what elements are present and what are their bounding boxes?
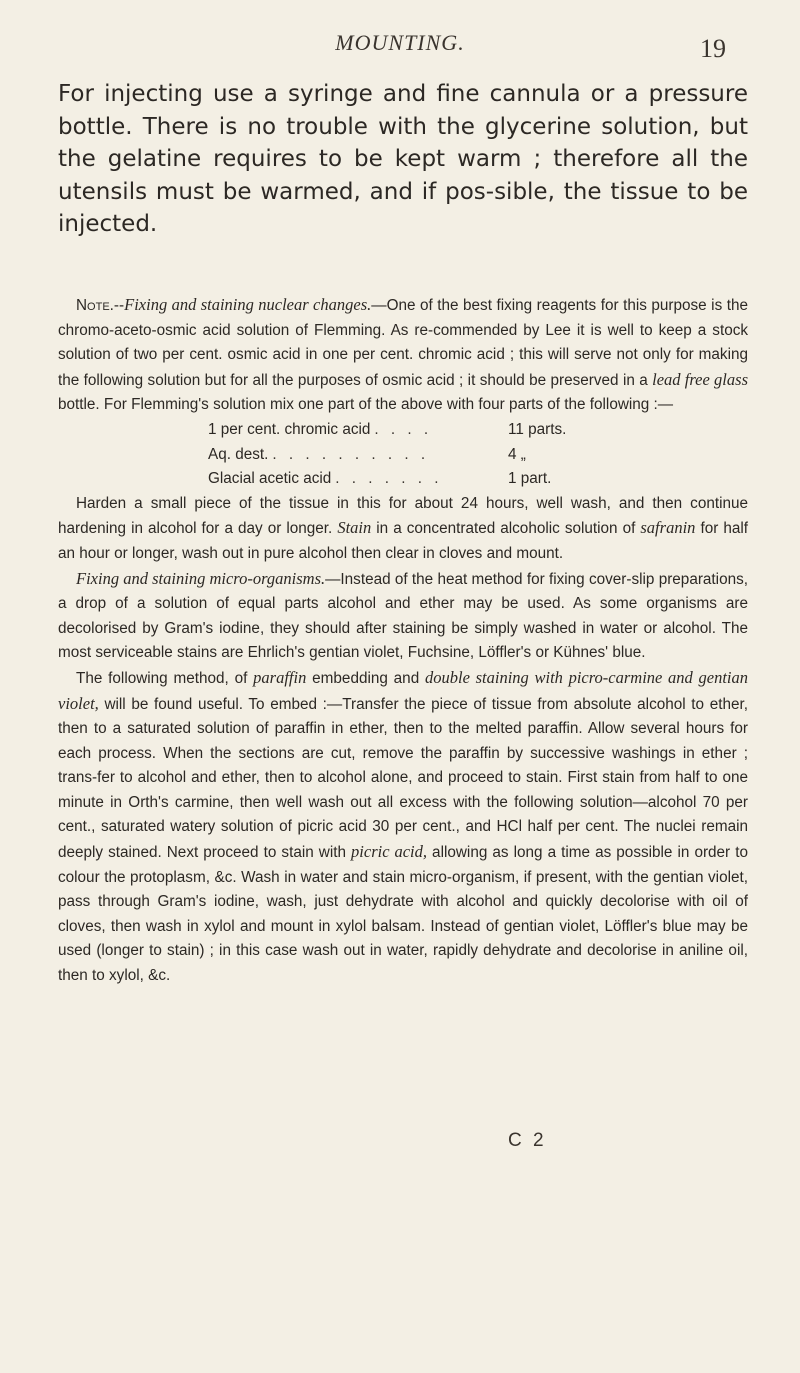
harden-text-3: for half an hour or longer, wash out in pure alcohol then clear in cloves and mount.	[58, 520, 749, 562]
recipe-quantity: 11 parts.	[508, 420, 567, 438]
recipe-leader-dots: . . . . . . .	[335, 470, 443, 488]
harden-italic-stain: Stain	[337, 518, 372, 538]
recipe-leader-dots: . . . .	[374, 420, 433, 438]
paraffin-italic-paraffin: paraffin	[253, 667, 307, 687]
note-body	[58, 293, 748, 989]
flemming-recipe	[208, 418, 568, 492]
recipe-quantity: 4 „	[508, 445, 526, 463]
paraffin-text-2: embedding and	[306, 669, 426, 687]
micro-text: —Instead of the heat method for fixing cover-slip preparations, a drop of a solution of equal parts alcohol and ether may be used. As some organisms are decolorised by Gram's iodine, they should after staining be simply washed in water or alcohol. The most serviceable stains are Ehrlich's gentian violet, Fuchsine, Löffler's or Kühnes' blue.	[58, 570, 748, 662]
harden-paragraph	[58, 492, 748, 567]
micro-heading: Fixing and staining micro-organisms.	[76, 568, 326, 588]
recipe-quantity: 1 part.	[508, 470, 552, 488]
recipe-item: Aq. dest.	[208, 445, 269, 463]
lead-paragraph: For injecting use a syringe and fine cannula or a pressure bottle. There is no trouble with the glycerine solution, but the gelatine requires to be kept warm ; therefore all the utensils must be warmed, and if pos-sible, the tissue to be injected.	[58, 81, 748, 237]
paraffin-italic-picric-acid: picric acid,	[351, 842, 427, 862]
harden-text-2: in a concentrated alcoholic solution of	[371, 520, 641, 538]
recipe-item: Glacial acetic acid	[208, 470, 332, 488]
recipe-row	[208, 467, 568, 492]
micro-organisms-paragraph	[58, 567, 748, 666]
note-text-1: —One of the best fixing reagents for this purpose is the chromo-aceto-osmic acid solution of Flemming. As re-commended by Lee it is well to keep a stock solution of two per cent. osmic acid in one per cent. chromic acid ; this will serve not only for making the following solution but for all the purposes of osmic acid ; it should be preserved in a	[58, 297, 748, 389]
note-text-2: bottle. For Flemming's solution mix one part of the above with four parts of the following :—	[58, 396, 674, 414]
paraffin-paragraph	[58, 666, 748, 989]
recipe-leader-dots: . . . . . . . . . .	[272, 445, 430, 463]
paraffin-italic-double-staining: double staining with picro-carmine and gentian violet,	[58, 667, 748, 713]
paraffin-text-3: will be found useful. To embed :—Transfer the piece of tissue from absolute alcohol to ether, then to a saturated solution of paraffin in ether, then to the melted paraffin. Allow several hours for each process. When the sections are cut, remove the paraffin by successive washings in ether ; trans-fer to alcohol and ether, then to alcohol alone, and proceed to stain. First stain from half to one minute in Orth's carmine, then well wash out all excess with the following solution—alcohol 70 per cent., saturated watery solution of picric acid 30 per cent., and HCl half per cent. The nuclei remain deeply stained. Next proceed to stain with	[58, 695, 748, 862]
recipe-item: 1 per cent. chromic acid	[208, 420, 371, 438]
note-label: Note.	[76, 297, 114, 314]
paraffin-text-1: The following method, of	[76, 669, 254, 687]
note-italic-lead-free-glass: lead free glass	[652, 369, 748, 389]
page-number: 19	[700, 34, 726, 63]
harden-text-1: Harden a small piece of the tissue in this for about 24 hours, well wash, and then continue hardening in alcohol for a day or longer.	[58, 494, 748, 538]
paraffin-text-4: allowing as long a time as possible in order to colour the protoplasm, &c. Wash in water and stain micro-organism, if present, with the gentian violet, pass through Gram's iodine, wash, just dehydrate with alcohol and quickly decolorise with oil of cloves, then wash in xylol and mount in xylol balsam. Instead of gentian violet, Löffler's blue may be used (longer to stain) ; in this case wash out in water, rapidly dehydrate and decolorise in aniline oil, then to xylol, &c.	[58, 844, 748, 985]
note-paragraph	[58, 293, 748, 418]
note-heading: Fixing and staining nuclear changes.	[124, 295, 372, 314]
running-title: MOUNTING.	[335, 30, 465, 55]
harden-italic-safranin: safranin	[640, 518, 696, 538]
note-dash: --	[113, 297, 125, 314]
recipe-row	[208, 443, 568, 468]
signature-mark: C 2	[508, 1130, 547, 1151]
recipe-row	[208, 418, 568, 443]
